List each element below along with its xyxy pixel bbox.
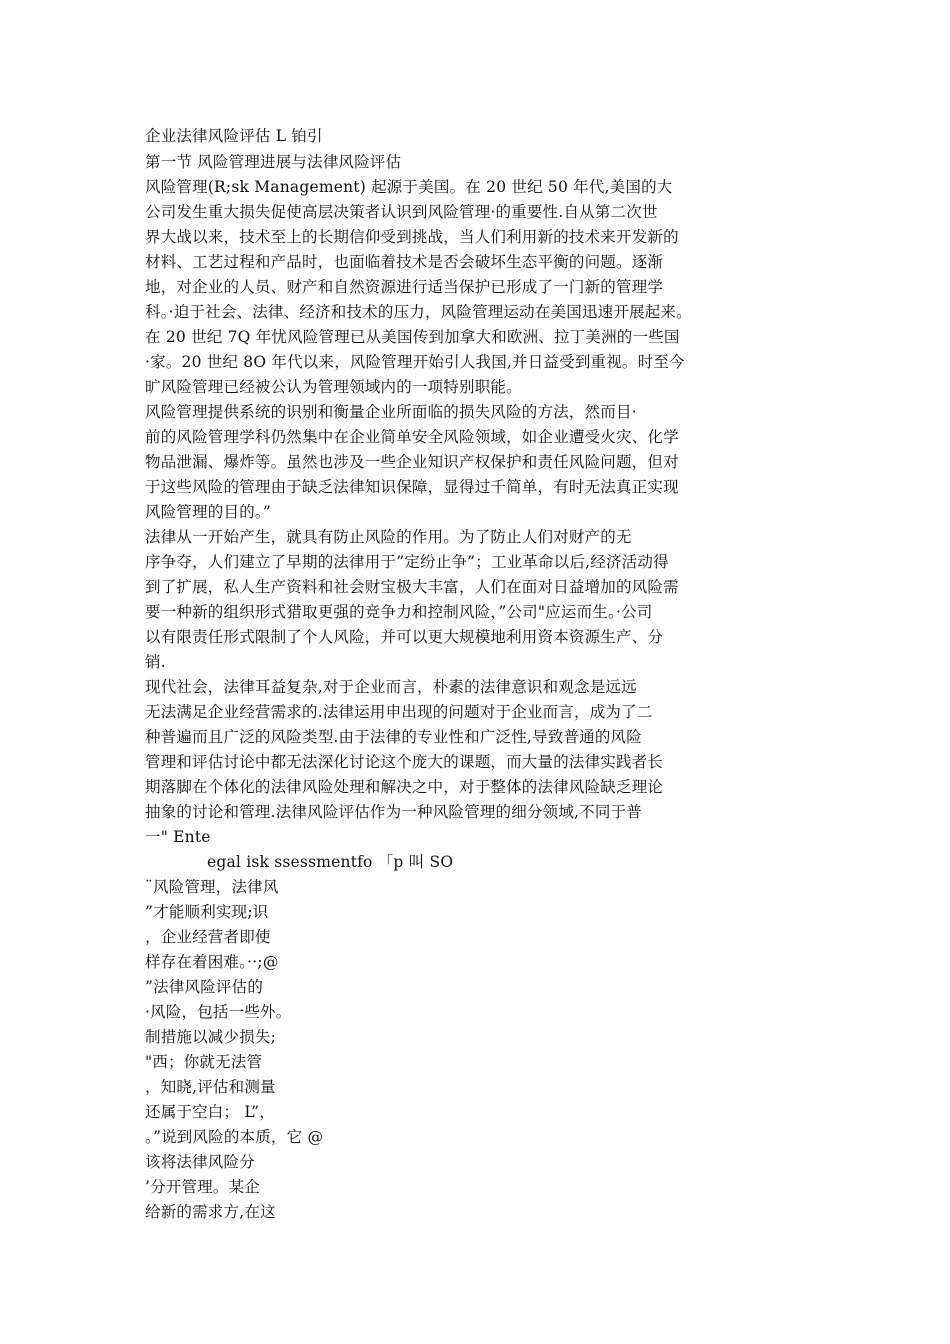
paragraph-line: 公司发生重大损失促使高层决策者认识到风险管理·的重要性.自从第二次世 xyxy=(145,203,658,221)
fragment-heading: egal isk ssessmentfo 「p 叫 SO xyxy=(207,853,454,871)
fragment-line: ”才能顺利实现;识 xyxy=(145,903,269,921)
paragraph-line: 物品泄漏、爆炸等。虽然也涉及一些企业知识产权保护和责任风险问题，但对 xyxy=(145,453,679,471)
fragment-line: 该将法律风险分 xyxy=(145,1153,255,1171)
paragraph-line: 地，对企业的人员、财产和自然资源进行适当保护已形成了一门新的管理学 xyxy=(145,278,664,296)
paragraph-line: 现代社会，法律耳益复杂,对于企业而言，朴素的法律意识和观念是远远 xyxy=(145,678,637,696)
paragraph-line: ·家。20 世纪 8O 年代以来，风险管理开始引人我国,并日益受到重视。时至今 xyxy=(145,353,685,371)
paragraph-line: 于这些风险的管理由于缺乏法律知识保障，显得过千简单，有时无法真正实现 xyxy=(145,478,679,496)
paragraph-line: 销. xyxy=(145,653,166,671)
paragraph-line: 前的风险管理学科仍然集中在企业简单安全风险领域，如企业遭受火灾、化学 xyxy=(145,428,679,446)
paragraph-line: 一" Ente xyxy=(145,828,211,846)
paragraph-line: 旷风险管理已经被公认为管理领域内的一项特别职能。 xyxy=(145,378,522,396)
fragment-line: 还属于空白； L”， xyxy=(145,1103,275,1121)
document-title: 企业法律风险评估 L 铂引 xyxy=(145,127,323,145)
fragment-line: 。”说到风险的本质，它 @ xyxy=(145,1128,324,1146)
fragment-line: ”法律风险评估的 xyxy=(145,978,264,996)
paragraph-line: 种普遍而且广泛的风险类型.由于法律的专业性和广泛性,导致普通的风险 xyxy=(145,728,642,746)
paragraph-line: 在 20 世纪 7Q 年忧风险管理已从美国传到加拿大和欧洲、拉丁美洲的一些国 xyxy=(145,328,680,346)
paragraph-line: 风险管理(R;sk Management) 起源于美国。在 20 世纪 50 年代,美国的大 xyxy=(145,178,673,196)
fragment-line: 样存在着困难。··;@ xyxy=(145,953,279,971)
fragment-line: 制措施以减少损失; xyxy=(145,1028,277,1046)
section-heading: 第一节 风险管理进展与法律风险评估 xyxy=(145,153,402,171)
fragment-line: ·风险，包括一些外。 xyxy=(145,1003,292,1021)
paragraph-line: 无法满足企业经营需求的.法律运用申出现的问题对于企业而言，成为了二 xyxy=(145,703,653,721)
paragraph-line: 材料、工艺过程和产品时，也面临着技术是否会破坏生态平衡的问题。逐渐 xyxy=(145,253,664,271)
fragment-line: ¨风险管理，法律风 xyxy=(145,878,279,896)
paragraph-line: 风险管理提供系统的识别和衡量企业所面临的损失风险的方法，然而目· xyxy=(145,403,637,421)
paragraph-line: 风险管理的目的。” xyxy=(145,503,271,521)
fragment-line: ，企业经营者即使 xyxy=(145,928,271,946)
paragraph-line: 序争夺，人们建立了早期的法律用于”定纷止争”；工业革命以后,经济活动得 xyxy=(145,553,669,571)
fragment-line: 给新的需求方,在这 xyxy=(145,1203,276,1221)
fragment-line: ，知晓,评估和测量 xyxy=(145,1078,276,1096)
paragraph-line: 管理和评估讨论中都无法深化讨论这个庞大的课题，而大量的法律实践者长 xyxy=(145,753,664,771)
fragment-line: "西；你就无法管 xyxy=(145,1053,263,1071)
paragraph-line: 以有限责任形式限制了个人风险，并可以更大规模地利用资本资源生产、分 xyxy=(145,628,664,646)
paragraph-line: 期落脚在个体化的法律风险处理和解决之中，对于整体的法律风险缺乏理论 xyxy=(145,778,664,796)
paragraph-line: 科。·迫于社会、法律、经济和技术的压力，风险管理运动在美国迅速开展起来。 xyxy=(145,303,692,321)
fragment-line: ’分开管理。某企 xyxy=(145,1178,261,1196)
paragraph-line: 抽象的讨论和管理.法律风险评估作为一种风险管理的细分领域,不同于普 xyxy=(145,803,642,821)
paragraph-line: 要一种新的组织形式猎取更强的竞争力和控制风险，”公司"应运而生。·公司 xyxy=(145,603,653,621)
paragraph-line: 法律从一开始产生，就具有防止风险的作用。为了防止人们对财产的无 xyxy=(145,528,632,546)
paragraph-line: 界大战以来，技术至上的长期信仰受到挑战，当人们利用新的技术来开发新的 xyxy=(145,228,679,246)
paragraph-line: 到了扩展，私人生产资料和社会财宝极大丰富，人们在面对日益增加的风险需 xyxy=(145,578,679,596)
